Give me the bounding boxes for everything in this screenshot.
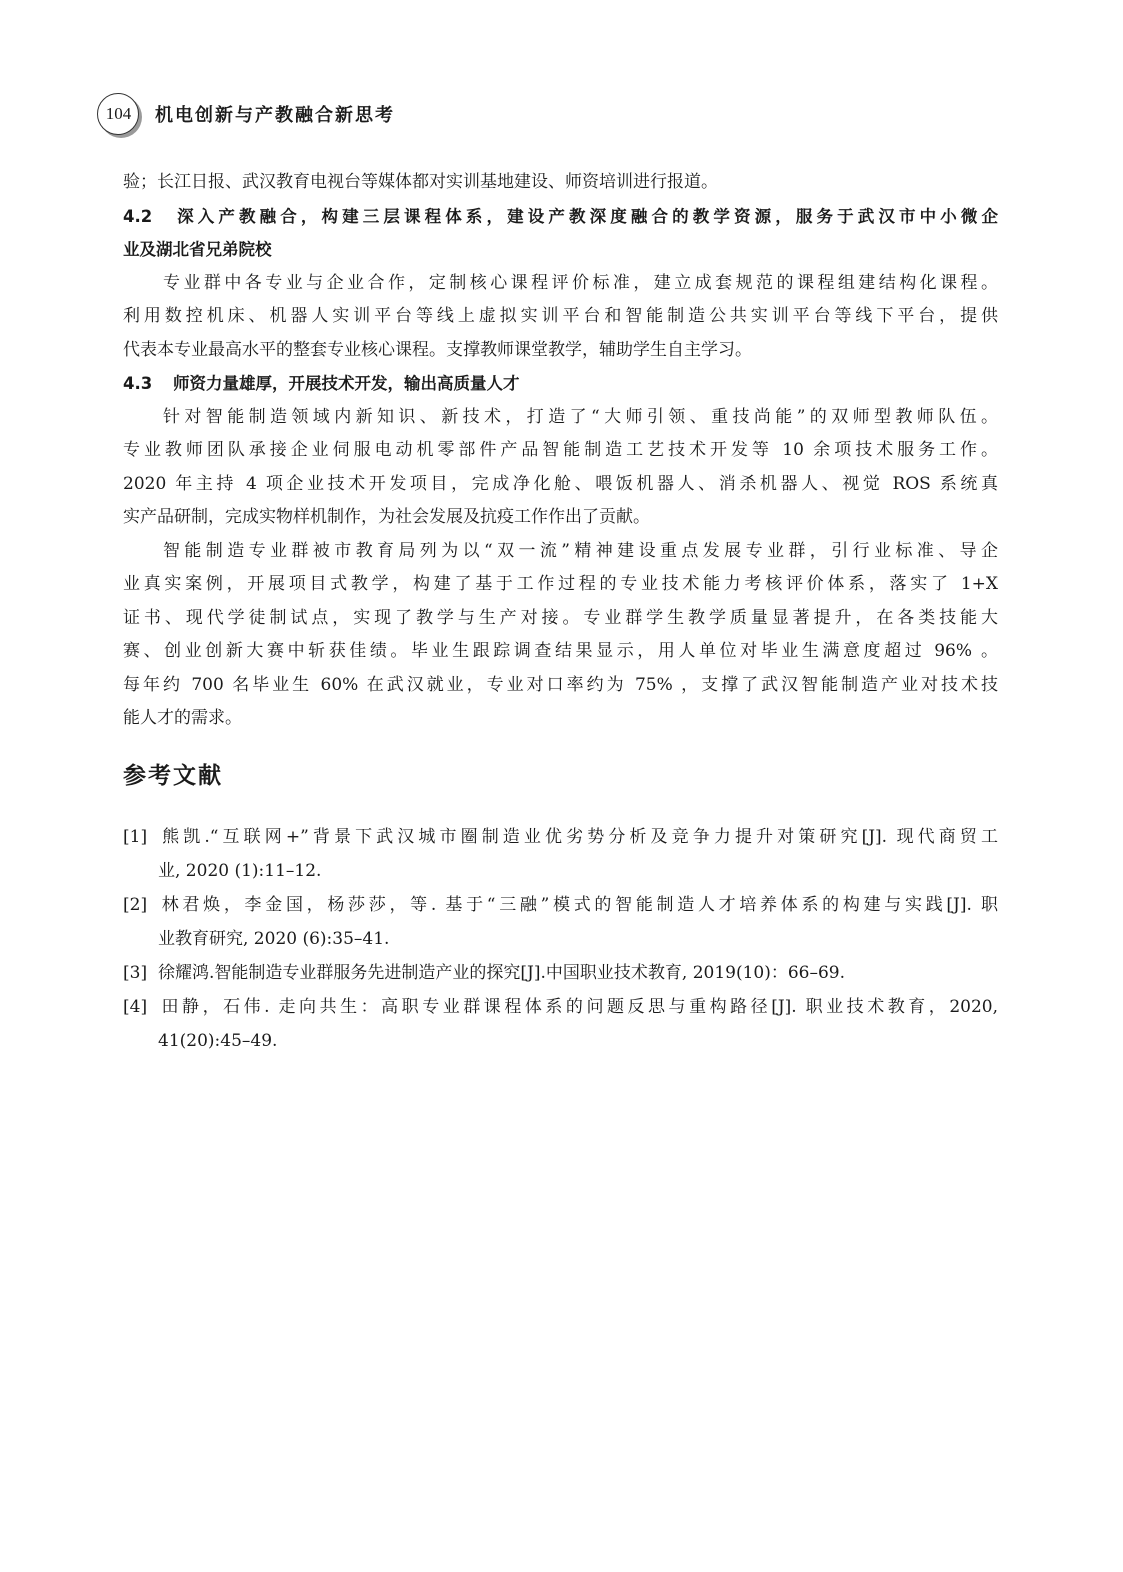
paragraph-line: 能人才的需求。: [123, 708, 242, 728]
running-header: [97, 92, 395, 136]
page-number-badge: [97, 93, 145, 135]
paragraph-line: 智能制造专业群被市教育局列为以“双一流”精神建设重点发展专业群，引行业标准、导企: [163, 540, 998, 561]
reference-line: [123, 820, 998, 854]
reference-text: 林君焕，李金国，杨莎莎，等. 基于“三融”模式的智能制造人才培养体系的构建与实践[J]. 职: [158, 895, 998, 915]
reference-text: 徐耀鸿.智能制造专业群服务先进制造产业的探究[J].中国职业技术教育, 2019(10)：66–69.: [158, 963, 846, 983]
paragraph-line: 专业教师团队承接企业伺服电动机零部件产品智能制造工艺技术开发等 10 余项技术服务工作。: [123, 440, 998, 460]
reference-continuation: 业教育研究, 2020 (6):35–41.: [158, 929, 390, 949]
paragraph-line: 针对智能制造领域内新知识、新技术，打造了“大师引领、重技尚能”的双师型教师队伍。: [163, 406, 998, 427]
reference-continuation: 41(20):45–49.: [158, 1031, 278, 1051]
reference-item: [123, 888, 998, 956]
reference-line: [123, 956, 998, 990]
section-title: 深入产教融合，构建三层课程体系，建设产教深度融合的教学资源，服务于武汉市中小微企: [173, 206, 998, 226]
reference-line: [123, 990, 998, 1024]
references-heading: 参考文献: [123, 763, 223, 789]
intro-line: 验；长江日报、武汉教育电视台等媒体都对实训基地建设、师资培训进行报道。: [123, 172, 718, 192]
reference-label: [4]: [123, 997, 148, 1017]
paragraph-line: 利用数控机床、机器人实训平台等线上虚拟实训平台和智能制造公共实训平台等线下平台，提供: [123, 306, 998, 326]
paragraph-line: 证书、现代学徒制试点，实现了教学与生产对接。专业群学生教学质量显著提升，在各类技能大: [123, 607, 998, 628]
book-title: 机电创新与产教融合新思考: [155, 105, 395, 126]
section-4-2-heading: [123, 200, 998, 234]
section-number: 4.3: [123, 374, 153, 393]
section-title: 师资力量雄厚，开展技术开发，输出高质量人才: [173, 374, 520, 393]
reference-label: [2]: [123, 895, 148, 915]
reference-item: [123, 820, 998, 888]
main-body: [123, 166, 998, 736]
paragraph-line: 专业群中各专业与企业合作，定制核心课程评价标准，建立成套规范的课程组建结构化课程。: [163, 272, 998, 293]
section-4-2-heading-cont: 业及湖北省兄弟院校: [123, 240, 272, 259]
reference-continuation: 业, 2020 (1):11–12.: [158, 861, 322, 881]
reference-label: [3]: [123, 963, 148, 983]
paragraph-line: 实产品研制，完成实物样机制作，为社会发展及抗疫工作作出了贡献。: [123, 507, 650, 527]
paragraph-line: 业真实案例，开展项目式教学，构建了基于工作过程的专业技术能力考核评价体系，落实了 1+X: [123, 574, 998, 594]
reference-label: [1]: [123, 827, 148, 847]
section-4-3-heading: [123, 367, 998, 401]
reference-text: 田静，石伟. 走向共生：高职专业群课程体系的问题反思与重构路径[J]. 职业技术教育，2020,: [158, 997, 998, 1017]
reference-item: [123, 990, 998, 1058]
page-number: 104: [105, 104, 132, 123]
reference-line: [123, 888, 998, 922]
paragraph-line: 代表本专业最高水平的整套专业核心课程。支撑教师课堂教学，辅助学生自主学习。: [123, 339, 752, 360]
paragraph-line: 每年约 700 名毕业生 60% 在武汉就业，专业对口率约为 75% ，支撑了武汉智能制造产业对技术技: [123, 674, 998, 695]
reference-item: [123, 956, 998, 990]
paragraph-line: 2020 年主持 4 项企业技术开发项目，完成净化舱、喂饭机器人、消杀机器人、视觉 ROS 系统真: [123, 473, 998, 494]
references-list: [123, 820, 998, 1058]
section-number: 4.2: [123, 206, 153, 226]
paragraph-line: 赛、创业创新大赛中斩获佳绩。毕业生跟踪调查结果显示，用人单位对毕业生满意度超过 96% 。: [123, 641, 998, 661]
reference-text: 熊凯.“互联网+”背景下武汉城市圈制造业优劣势分析及竞争力提升对策研究[J]. 现代商贸工: [158, 827, 998, 847]
